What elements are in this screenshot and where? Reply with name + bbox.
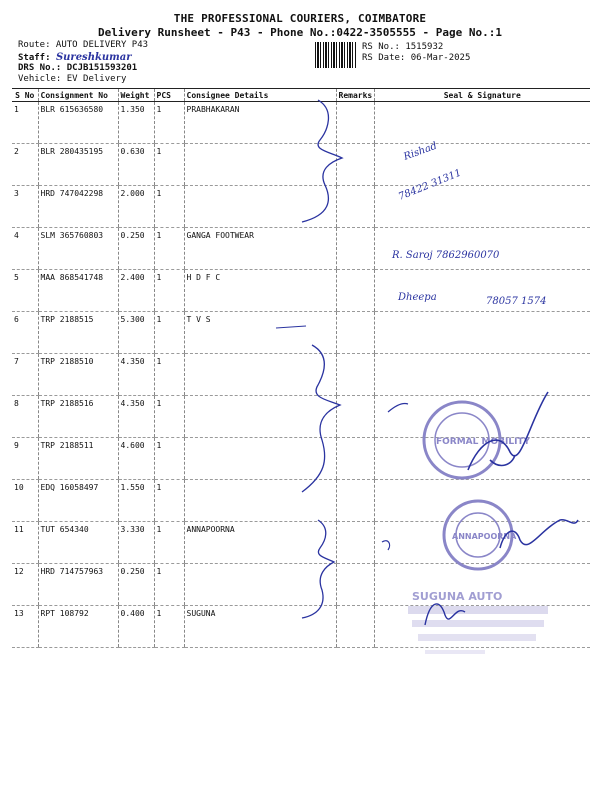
cell-sno: 3 [12, 186, 38, 228]
route-text: Route: AUTO DELIVERY P43 [18, 40, 149, 50]
table-row [12, 354, 590, 396]
cell-sno: 4 [12, 228, 38, 270]
cell-remarks [336, 102, 374, 144]
cell-pcs: 1 [154, 186, 184, 228]
cell-pcs: 1 [154, 522, 184, 564]
cell-sno: 12 [12, 564, 38, 606]
cell-pcs: 1 [154, 438, 184, 480]
cell-consignment: MAA 868541748 [38, 270, 118, 312]
cell-seal [374, 270, 590, 312]
cell-weight: 1.550 [118, 480, 154, 522]
cell-consignee [184, 396, 336, 438]
cell-consignee [184, 354, 336, 396]
table-row [12, 480, 590, 522]
cell-weight: 4.350 [118, 354, 154, 396]
svg-text:ANNAPOORNA: ANNAPOORNA [452, 532, 517, 541]
cell-consignment: BLR 280435195 [38, 144, 118, 186]
cell-consignee: H D F C [184, 270, 336, 312]
cell-seal [374, 396, 590, 438]
cell-sno: 8 [12, 396, 38, 438]
rs-number: RS No.: 1515932 [362, 42, 444, 52]
cell-weight: 0.250 [118, 564, 154, 606]
table-row [12, 606, 590, 648]
runsheet-table [12, 88, 590, 648]
cell-consignee [184, 144, 336, 186]
drs-number: DRS No.: DCJB151593201 [18, 63, 138, 73]
cell-consignment: HRD 714757963 [38, 564, 118, 606]
cell-weight: 1.350 [118, 102, 154, 144]
vehicle-text: Vehicle: EV Delivery [18, 74, 127, 84]
cell-pcs: 1 [154, 396, 184, 438]
table-row [12, 438, 590, 480]
col-header-pcs: PCS [154, 89, 184, 102]
table-row [12, 312, 590, 354]
cell-consignment: TRP 2188510 [38, 354, 118, 396]
cell-weight: 2.000 [118, 186, 154, 228]
cell-seal [374, 354, 590, 396]
cell-weight: 0.630 [118, 144, 154, 186]
cell-pcs: 1 [154, 270, 184, 312]
table-row [12, 270, 590, 312]
cell-seal [374, 186, 590, 228]
table-row [12, 186, 590, 228]
cell-weight: 3.330 [118, 522, 154, 564]
signature-2: R. Saroj 7862960070 [392, 250, 500, 261]
cell-seal [374, 228, 590, 270]
cell-sno: 1 [12, 102, 38, 144]
cell-seal [374, 144, 590, 186]
cell-consignee: ANNAPOORNA [184, 522, 336, 564]
table-row [12, 228, 590, 270]
cell-seal [374, 564, 590, 606]
cell-seal [374, 480, 590, 522]
svg-text:SUGUNA AUTO: SUGUNA AUTO [412, 590, 503, 603]
cell-sno: 2 [12, 144, 38, 186]
cell-consignment: HRD 747042298 [38, 186, 118, 228]
cell-weight: 0.250 [118, 228, 154, 270]
col-header-remarks: Remarks [336, 89, 374, 102]
table-row [12, 564, 590, 606]
cell-consignee [184, 564, 336, 606]
cell-pcs: 1 [154, 564, 184, 606]
cell-sno: 9 [12, 438, 38, 480]
cell-weight: 2.400 [118, 270, 154, 312]
cell-sno: 7 [12, 354, 38, 396]
col-header-sno: S No [12, 89, 38, 102]
cell-pcs: 1 [154, 102, 184, 144]
cell-remarks [336, 144, 374, 186]
cell-remarks [336, 186, 374, 228]
cell-consignee [184, 186, 336, 228]
cell-consignee: SUGUNA [184, 606, 336, 648]
table-row [12, 396, 590, 438]
table-row [12, 102, 590, 144]
cell-consignee [184, 480, 336, 522]
cell-remarks [336, 522, 374, 564]
cell-seal [374, 312, 590, 354]
table-row [12, 144, 590, 186]
cell-sno: 6 [12, 312, 38, 354]
cell-remarks [336, 606, 374, 648]
cell-weight: 4.600 [118, 438, 154, 480]
cell-pcs: 1 [154, 312, 184, 354]
staff-label: Staff: [18, 53, 51, 63]
cell-consignee [184, 438, 336, 480]
cell-remarks [336, 438, 374, 480]
signature-1-phone: 78422 31311 [397, 167, 464, 203]
cell-remarks [336, 354, 374, 396]
cell-sno: 10 [12, 480, 38, 522]
barcode [315, 42, 357, 68]
runsheet-subtitle: Delivery Runsheet - P43 - Phone No.:0422-3505555 - Page No.:1 [98, 26, 502, 39]
cell-consignment: EDQ 16058497 [38, 480, 118, 522]
signature-3-phone: 78057 1574 [486, 296, 547, 307]
cell-consignee: T V S [184, 312, 336, 354]
cell-seal [374, 522, 590, 564]
cell-consignment: TRP 2188515 [38, 312, 118, 354]
col-header-consignment: Consignment No [38, 89, 118, 102]
cell-consignment: RPT 108792 [38, 606, 118, 648]
cell-pcs: 1 [154, 606, 184, 648]
cell-remarks [336, 228, 374, 270]
cell-weight: 0.400 [118, 606, 154, 648]
signature-1-name: Rishad [402, 140, 439, 163]
cell-pcs: 1 [154, 144, 184, 186]
cell-consignment: TUT 654340 [38, 522, 118, 564]
table-header-row [12, 89, 590, 102]
cell-consignment: TRP 2188516 [38, 396, 118, 438]
cell-seal [374, 102, 590, 144]
cell-remarks [336, 312, 374, 354]
rs-date: RS Date: 06-Mar-2025 [362, 53, 471, 63]
cell-consignment: TRP 2188511 [38, 438, 118, 480]
cell-remarks [336, 396, 374, 438]
signature-3-name: Dheepa [398, 292, 437, 303]
col-header-weight: Weight [118, 89, 154, 102]
col-header-seal: Seal & Signature [374, 89, 590, 102]
staff-line [18, 52, 132, 63]
cell-pcs: 1 [154, 480, 184, 522]
cell-consignee: GANGA FOOTWEAR [184, 228, 336, 270]
cell-remarks [336, 564, 374, 606]
cell-weight: 5.300 [118, 312, 154, 354]
cell-sno: 5 [12, 270, 38, 312]
cell-weight: 4.350 [118, 396, 154, 438]
cell-seal [374, 438, 590, 480]
company-title: THE PROFESSIONAL COURIERS, COIMBATORE [173, 12, 427, 25]
col-header-consignee: Consignee Details [184, 89, 336, 102]
cell-consignment: BLR 615636580 [38, 102, 118, 144]
cell-consignment: SLM 365760803 [38, 228, 118, 270]
svg-text:FORMAL MOBILITY: FORMAL MOBILITY [436, 437, 531, 447]
cell-sno: 13 [12, 606, 38, 648]
table-row [12, 522, 590, 564]
cell-sno: 11 [12, 522, 38, 564]
cell-seal [374, 606, 590, 648]
cell-pcs: 1 [154, 354, 184, 396]
cell-consignee: PRABHAKARAN [184, 102, 336, 144]
staff-signature: Sureshkumar [55, 52, 132, 63]
cell-pcs: 1 [154, 228, 184, 270]
cell-remarks [336, 270, 374, 312]
cell-remarks [336, 480, 374, 522]
